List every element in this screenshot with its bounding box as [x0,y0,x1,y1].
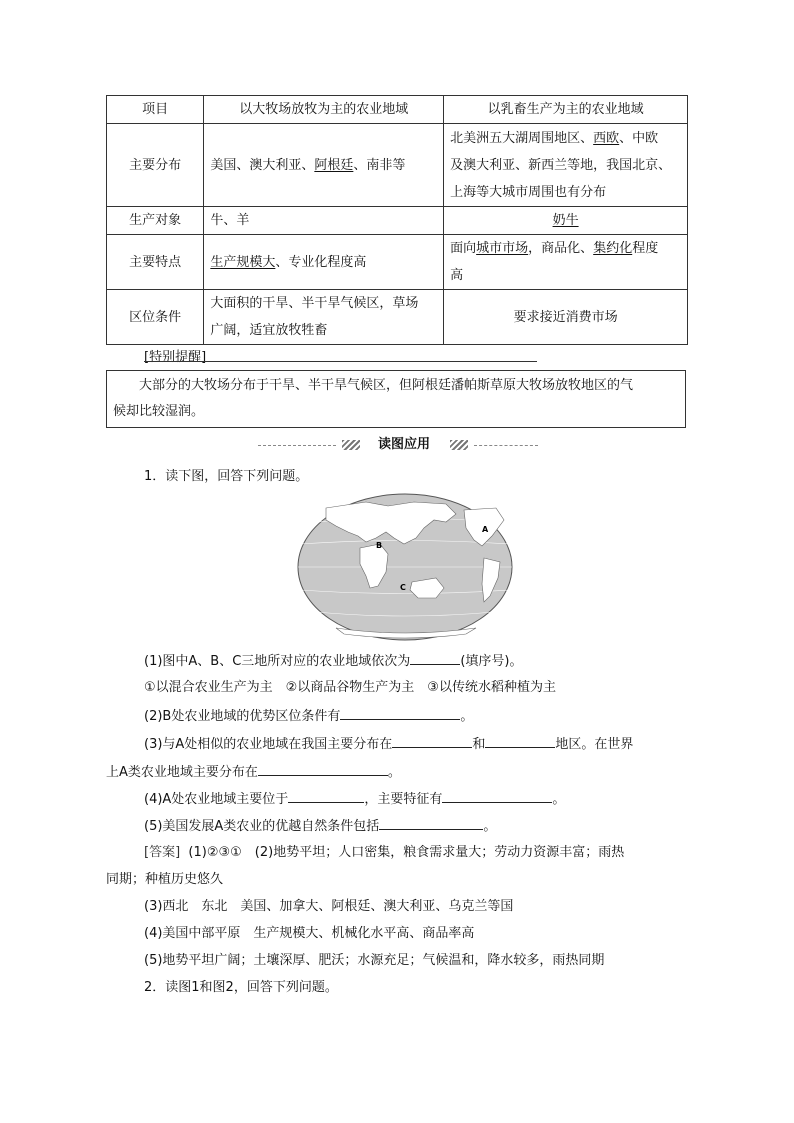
tip-text: 候却比较湿润。 [113,404,205,419]
answer-blank[interactable] [485,733,555,748]
sub3-text: 上A类农业地域主要分布在 [106,765,258,780]
tip-rule [144,361,537,362]
cell-text: 大面积的干旱、半干旱气候区，草场 [210,296,419,311]
table-cell [444,124,688,207]
sub3-text: 地区。在世界 [555,737,634,752]
cell-text: 、南非等 [353,157,406,173]
header-cell: 项目 [107,96,204,124]
answer-line: 同期；种植历史悠久 [106,872,224,887]
question-1-sub5 [144,815,496,837]
divider-dash [474,445,538,446]
sub1-tail: (填序号)。 [460,654,523,669]
cell-text: 上海等大城市周围也有分布 [450,184,607,200]
tip-label: [特别提醒] [144,350,207,365]
underlined-term: 奶牛 [552,213,579,228]
cell-text: ，商品化、 [528,241,594,256]
sub2-text: (2)B处农业地域的优势区位条件有 [144,709,341,724]
table-cell [444,235,688,290]
divider-dash [258,445,336,446]
comparison-table [106,95,688,345]
answer-line [144,843,624,863]
tip-box [106,370,686,428]
question-2-prompt: 2．读图1和图2，回答下列问题。 [144,980,338,995]
sub1-text: (1)图中A、B、C三地所对应的农业地域依次为 [144,654,411,669]
underlined-term: 阿根廷 [314,157,354,173]
map-label-c: C [400,583,406,592]
tip-text: 大部分的大牧场分布于干旱、半干旱气候区，但阿根廷潘帕斯草原大牧场放牧地区的气 [139,378,634,393]
question-1-sub2 [144,705,473,727]
question-1-sub1 [144,650,522,672]
divider-hatch [342,440,360,450]
underlined-term: 城市市场 [476,241,529,256]
question-1-options: ①以混合农业生产为主 ②以商品谷物生产为主 ③以传统水稻种植为主 [144,680,556,695]
row-label: 区位条件 [107,290,204,345]
sub4-text: (4)A处农业地域主要位于 [144,792,289,807]
table-cell [204,235,444,290]
answer-blank[interactable] [288,788,364,803]
question-1-sub3-cont [106,761,401,783]
cell-text: 北美洲五大湖周围地区、 [450,130,594,146]
table-row [107,290,688,345]
question-1-prompt: 1．读下图，回答下列问题。 [144,469,309,484]
underlined-term: 西欧 [593,130,620,146]
question-1-sub3 [144,733,633,755]
table-row [107,124,688,207]
table-cell [204,290,444,345]
cell-text: 广阔，适宜放牧牲畜 [210,323,328,338]
answer-blank[interactable] [340,705,460,720]
answer-line: (5)地势平坦广阔；土壤深厚、肥沃；水源充足；气候温和，降水较多，雨热同期 [144,953,605,968]
underlined-term: 集约化 [593,241,633,256]
answer-tag: [答案] [144,845,181,860]
table-row [107,207,688,235]
answer-line: (3)西北 东北 美国、加拿大、阿根廷、澳大利亚、乌克兰等国 [144,899,514,914]
table-cell [204,124,444,207]
row-label: 主要特点 [107,235,204,290]
section-divider [258,436,538,454]
answer-blank[interactable] [442,788,552,803]
sub4-text: ，主要特征有 [364,792,443,807]
cell-text: 程度 [632,241,659,256]
answer-blank[interactable] [410,650,460,665]
header-cell: 以乳畜生产为主的农业地域 [444,96,688,124]
sub2-tail: 。 [460,709,474,724]
cell-text: 及澳大利亚、新西兰等地，我国北京、 [450,157,672,173]
map-label-a: A [482,525,489,534]
cell-text: 美国、澳大利亚、 [210,157,315,173]
table-row [107,235,688,290]
answer-line: (4)美国中部平原 生产规模大、机械化水平高、商品率高 [144,926,475,941]
table-header-row [107,96,688,124]
header-cell: 以大牧场放牧为主的农业地域 [204,96,444,124]
cell-text: 高 [450,268,464,283]
map-label-b: B [376,541,383,550]
sub3-tail: 。 [387,765,401,780]
answer-blank[interactable] [379,815,483,830]
sub3-text: 和 [472,737,486,752]
world-map [296,492,514,642]
cell-text: 、专业化程度高 [275,254,367,270]
question-1-sub4 [144,788,565,810]
table-cell: 牛、羊 [204,207,444,235]
cell-text: 面向 [450,241,477,256]
answer-blank[interactable] [392,733,472,748]
row-label: 主要分布 [107,124,204,207]
row-label: 生产对象 [107,207,204,235]
section-title: 读图应用 [377,437,430,452]
table-cell [444,207,688,235]
cell-text: 、中欧 [619,130,659,146]
underlined-term: 生产规模大 [210,254,276,270]
sub3-text: (3)与A处相似的农业地域在我国主要分布在 [144,737,393,752]
answer-blank[interactable] [258,761,388,776]
answer-text: (1)②③① (2)地势平坦；人口密集，粮食需求量大；劳动力资源丰富；雨热 [188,845,625,860]
sub5-tail: 。 [483,819,497,834]
divider-hatch [450,440,468,450]
sub4-tail: 。 [552,792,566,807]
sub5-text: (5)美国发展A类农业的优越自然条件包括 [144,819,380,834]
table-cell: 要求接近消费市场 [444,290,688,345]
